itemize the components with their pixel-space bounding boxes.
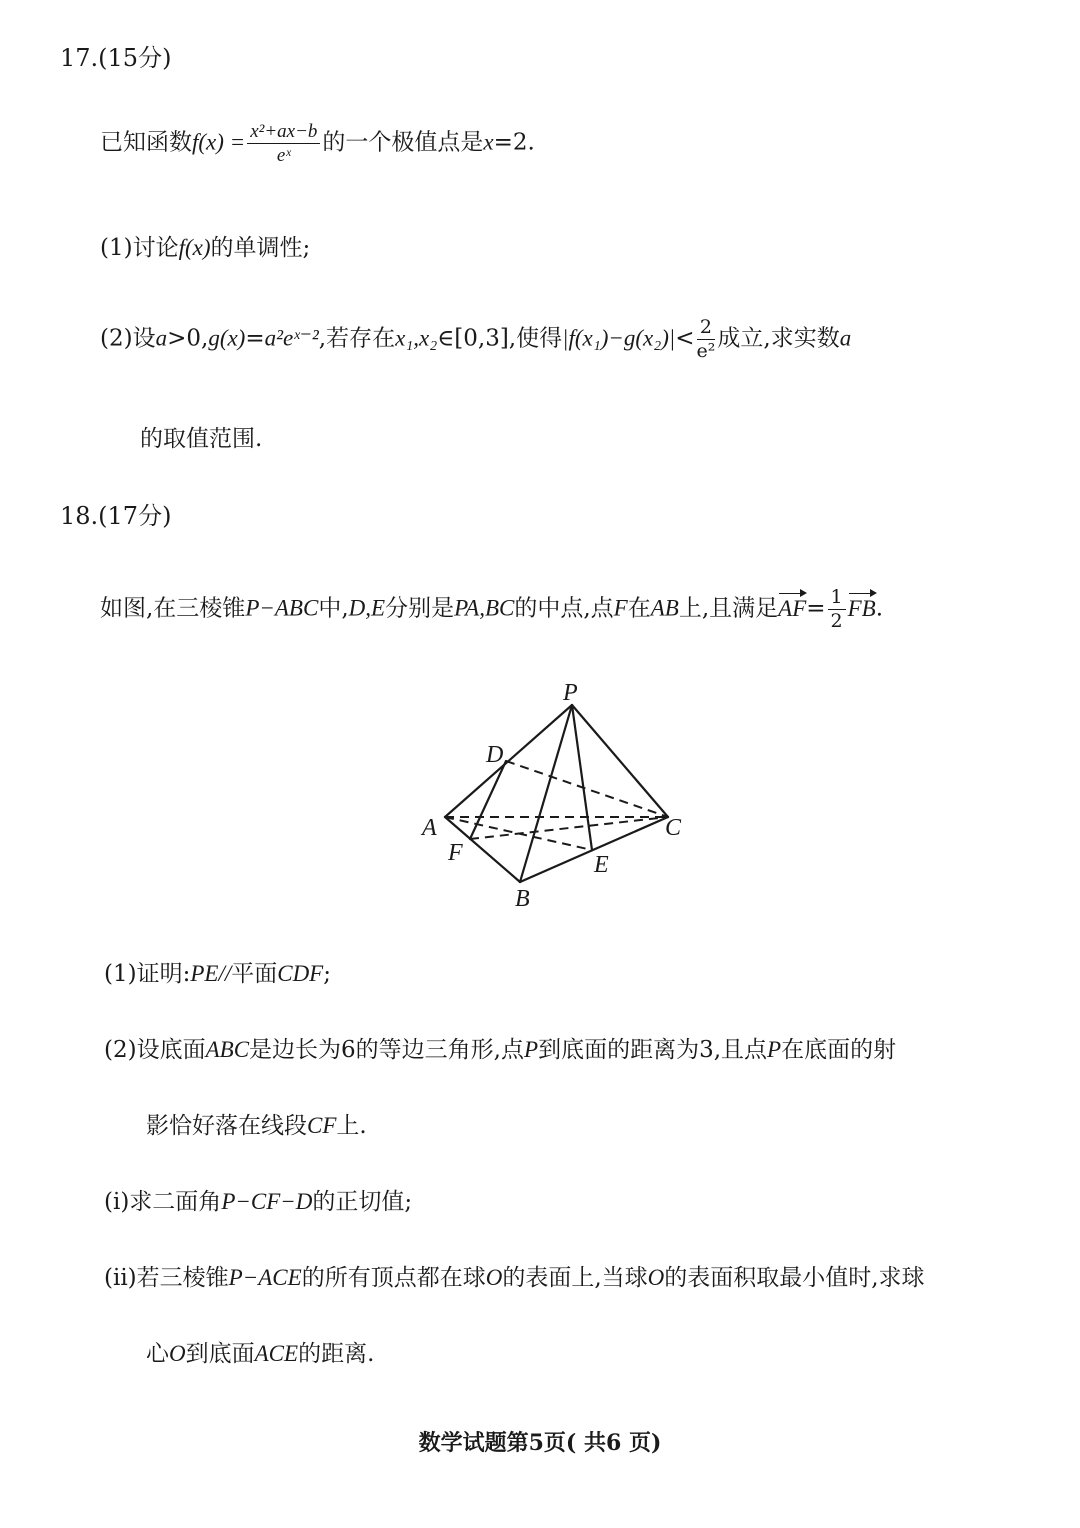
q18-pi-label: (i)求二面角 bbox=[104, 1189, 222, 1215]
q18-pi-expr: P−CF−D bbox=[221, 1189, 313, 1214]
q17-p2-fraction bbox=[697, 318, 716, 361]
q18-pii-cont-pre: 心 bbox=[146, 1341, 169, 1367]
q18-p1-cdf: CDF bbox=[277, 961, 324, 986]
q17-p1-label: (1)讨论 bbox=[100, 235, 179, 261]
q18-pii-o: O bbox=[485, 1265, 503, 1290]
q17-p1-post: 的单调性; bbox=[210, 235, 311, 261]
q18-fraction bbox=[828, 588, 846, 631]
q17-p2-abs: |f(x₁)−g(x₂)| bbox=[562, 325, 676, 351]
pyramid-figure bbox=[400, 672, 700, 922]
q18-intro-mid1: 中, bbox=[318, 595, 349, 622]
q17-p2-frac-den: e² bbox=[696, 340, 716, 362]
q18-p2-cf: CF bbox=[307, 1113, 337, 1138]
q18-p1-expr: PE// bbox=[190, 961, 232, 986]
q17-p2-label: (2)设 bbox=[100, 325, 156, 352]
label-a: A bbox=[422, 815, 437, 841]
q18-part-i bbox=[104, 1190, 412, 1214]
q18-pii-label: (ii)若三棱锥 bbox=[104, 1265, 229, 1291]
q17-p2-eq: = bbox=[245, 325, 265, 352]
q18-part2-cont bbox=[146, 1114, 367, 1138]
q18-pi-post: 的正切值; bbox=[312, 1189, 413, 1215]
q18-pii-pace: P−ACE bbox=[228, 1265, 302, 1290]
q18-intro-de: D,E bbox=[348, 595, 386, 621]
q18-p2-mid3: 在底面的射 bbox=[781, 1037, 897, 1063]
edge-fc-hidden bbox=[470, 817, 668, 839]
q18-intro-mid3: 的中点,点 bbox=[514, 595, 614, 622]
q18-part-ii-cont bbox=[146, 1342, 374, 1366]
q18-pii-cont-mid: 到底面 bbox=[185, 1341, 255, 1367]
q18-p1-end: ; bbox=[323, 961, 331, 987]
q18-frac-num: 1 bbox=[828, 588, 846, 610]
q17-p1-fx: f(x) bbox=[178, 235, 211, 260]
label-p: P bbox=[563, 680, 578, 706]
q18-p2-p2: P bbox=[767, 1037, 782, 1062]
label-e: E bbox=[594, 852, 609, 878]
q18-p2-p: P bbox=[524, 1037, 539, 1062]
q17-p2-post: 成立,求实数 bbox=[717, 325, 840, 352]
q18-vec-fb: FB bbox=[847, 595, 876, 621]
q17-intro bbox=[100, 122, 535, 165]
q18-p2-label: (2)设底面 bbox=[104, 1037, 206, 1063]
q17-p2-a: a bbox=[155, 325, 168, 351]
q17-p2-cond: >0, bbox=[167, 325, 209, 352]
edge-ae-hidden bbox=[445, 817, 592, 850]
q17-fraction bbox=[247, 122, 320, 165]
q17-header: 17.(15分) bbox=[60, 44, 172, 72]
q18-pii-o2: O bbox=[647, 1265, 665, 1290]
q18-header: 18.(17分) bbox=[60, 502, 172, 530]
q17-part1 bbox=[100, 236, 310, 260]
q17-frac-den: eˣ bbox=[276, 145, 291, 166]
label-c: C bbox=[665, 815, 682, 841]
q18-end: . bbox=[875, 595, 884, 622]
q18-intro-pre: 如图,在三棱锥 bbox=[100, 595, 246, 622]
q17-p2-g: g(x) bbox=[208, 325, 246, 351]
q18-intro-ab: AB bbox=[650, 595, 679, 621]
edge-df bbox=[470, 761, 506, 839]
q17-fx: f(x) = bbox=[192, 129, 246, 155]
q17-frac-num: x²+ax−b bbox=[247, 122, 320, 144]
q17-intro-eq: =2. bbox=[493, 129, 535, 156]
q18-p2-mid2: 到底面的距离为3,且点 bbox=[538, 1037, 768, 1063]
q17-part2 bbox=[100, 318, 851, 361]
q18-part-ii bbox=[104, 1266, 925, 1290]
edge-pb bbox=[520, 705, 572, 882]
q18-p1-mid: 平面 bbox=[231, 961, 278, 987]
q17-p2-a2: a bbox=[839, 325, 852, 351]
q18-pii-mid3: 的表面积取最小值时,求球 bbox=[664, 1265, 925, 1291]
q18-p2-cont-post: 上. bbox=[336, 1113, 367, 1139]
q18-pii-ace: ACE bbox=[254, 1341, 299, 1366]
q18-p2-cont-pre: 影恰好落在线段 bbox=[146, 1113, 307, 1139]
q18-pii-cont-post: 的距离. bbox=[298, 1341, 375, 1367]
q18-frac-den: 2 bbox=[830, 610, 843, 632]
q18-eq: = bbox=[806, 595, 826, 622]
page-footer: 数学试题第5页( 共6 页) bbox=[418, 1430, 662, 1456]
q18-p2-mid1: 是边长为6的等边三角形,点 bbox=[249, 1037, 524, 1063]
q17-p2-mid: ,若存在 bbox=[318, 325, 396, 352]
q18-intro-f: F bbox=[613, 595, 628, 621]
q17-p2-gexpr: a²eˣ⁻² bbox=[264, 325, 319, 351]
q18-intro-mid4: 在 bbox=[627, 595, 651, 622]
q17-p2-in: ∈[0,3],使得 bbox=[437, 325, 563, 352]
q18-part1 bbox=[104, 962, 331, 986]
q18-part2 bbox=[104, 1038, 896, 1062]
q17-p2-x12: x₁,x₂ bbox=[395, 325, 438, 351]
q18-pii-mid1: 的所有顶点都在球 bbox=[301, 1265, 486, 1291]
label-f: F bbox=[448, 840, 463, 866]
q17-intro-pre: 已知函数 bbox=[100, 129, 192, 156]
q18-pii-o3: O bbox=[169, 1341, 186, 1366]
label-d: D bbox=[486, 742, 504, 768]
q18-intro-pabc2: PA,BC bbox=[454, 595, 515, 621]
q18-vec-af: AF bbox=[778, 595, 807, 621]
q17-intro-x: x bbox=[483, 129, 494, 155]
q17-p2-frac-num: 2 bbox=[697, 318, 716, 340]
q18-intro-mid2: 分别是 bbox=[385, 595, 455, 622]
q18-intro-pabc: P−ABC bbox=[245, 595, 319, 621]
q17-intro-post: 的一个极值点是 bbox=[322, 129, 484, 156]
q17-p2-lt: < bbox=[675, 325, 695, 352]
q17-part2-cont: 的取值范围. bbox=[140, 426, 263, 452]
q18-p1-label: (1)证明: bbox=[104, 961, 191, 987]
q18-p2-abc: ABC bbox=[205, 1037, 250, 1062]
label-b: B bbox=[515, 886, 530, 912]
q18-intro bbox=[100, 588, 883, 631]
q18-pii-mid2: 的表面上,当球 bbox=[502, 1265, 648, 1291]
q18-intro-mid5: 上,且满足 bbox=[678, 595, 779, 622]
